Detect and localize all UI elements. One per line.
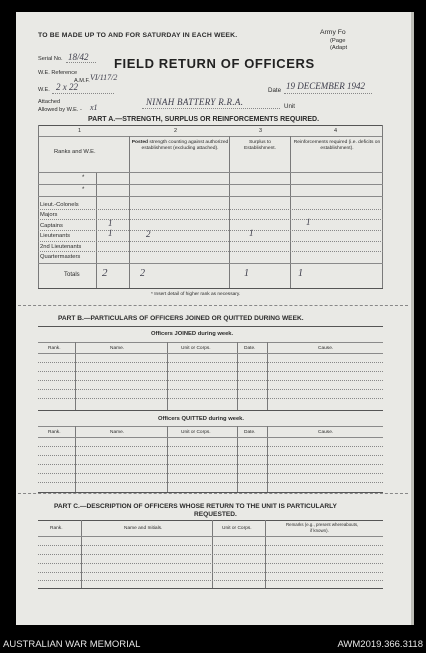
part-c-row-1 [38, 545, 383, 546]
col2-header-text: strength counting against authorized establishment (excluding attached). [141, 140, 229, 151]
amf-label: A.M.F. [74, 78, 90, 84]
row-line-1 [38, 209, 383, 210]
quitted-row-2 [38, 455, 383, 456]
joined-col-unit: Unit or Corps. [181, 346, 211, 351]
joined-col-name: Name. [110, 346, 125, 351]
unit-line [142, 108, 280, 109]
part-c-bottom-rule [38, 588, 383, 589]
part-a-title: PART A.—STRENGTH, SURPLUS OR REINFORCEMENTS REQUIRED. [88, 116, 320, 123]
date-value: 19 DECEMBER 1942 [286, 81, 365, 91]
serial-label: Serial No. [38, 56, 63, 62]
quitted-col-unit: Unit or Corps. [181, 430, 211, 435]
we-reference-label: W.E. Reference [38, 70, 78, 76]
quitted-title: Officers QUITTED during week. [158, 416, 245, 422]
quitted-col-rank: Rank. [48, 430, 61, 435]
allowed-value: x1 [90, 103, 98, 112]
form-title: FIELD RETURN OF OFFICERS [114, 56, 315, 71]
quitted-col-date: Date. [244, 430, 256, 435]
we-line [52, 93, 114, 94]
unit-label: Unit [284, 103, 296, 110]
part-b-top-rule [38, 326, 383, 327]
part-c-row-2 [38, 554, 383, 555]
part-c-col-remarks-1: Remarks (e.g., present whereabouts, [286, 522, 359, 527]
total-we-value: 2 [102, 267, 108, 279]
joined-row-4 [38, 389, 383, 390]
row-rule-1 [38, 184, 383, 185]
col2-header [131, 140, 229, 152]
part-a-bottom-rule [38, 288, 383, 289]
total-posted-value: 2 [140, 268, 145, 279]
serial-value: 18/42 [68, 52, 89, 62]
part-c-title-line2: REQUESTED. [194, 511, 237, 518]
asterisk-1: * [82, 175, 85, 181]
rank-lt-colonels: Lieut.-Colonels [40, 202, 79, 208]
part-c-title-line1: PART C.—DESCRIPTION OF OFFICERS WHOSE RETURN TO THE UNIT IS PARTICULARLY [54, 503, 337, 510]
attached-label: Attached [38, 99, 61, 105]
part-c-row-5 [38, 580, 383, 581]
we-label: W.E. [38, 87, 50, 93]
paper-edge [411, 12, 414, 625]
quitted-row-4 [38, 473, 383, 474]
joined-title: Officers JOINED during week. [151, 331, 234, 337]
quitted-row-5 [38, 482, 383, 483]
joined-row-5 [38, 398, 383, 399]
part-a-footnote: * Insert detail of higher rank as necessary. [151, 292, 241, 297]
row-rule-2 [38, 196, 383, 197]
captains-reinforcements-value: 1 [306, 217, 311, 227]
quitted-title-rule [38, 426, 383, 427]
lieutenants-posted-value: 2 [146, 229, 151, 239]
rank-captains: Captains [40, 223, 63, 229]
adapt-label: (Adapt [330, 45, 348, 51]
row-line-3 [38, 230, 383, 231]
rank-majors: Majors [40, 212, 58, 218]
quitted-row-3 [38, 464, 383, 465]
col-number-2: 2 [174, 128, 178, 134]
row-line-2 [38, 219, 383, 220]
part-c-col-unit: Unit or Corps. [222, 526, 252, 531]
totals-rule [38, 263, 383, 264]
amf-value: VI/117/2 [90, 73, 118, 82]
date-label: Date [268, 87, 282, 94]
part-b-title: PART B.—PARTICULARS OF OFFICERS JOINED OR QUITTED DURING WEEK. [58, 315, 304, 322]
captains-we-value: 1 [108, 218, 113, 228]
rank-lieutenants: Lieutenants [40, 233, 70, 239]
rank-quartermasters: Quartermasters [40, 254, 81, 260]
asterisk-2: * [82, 187, 85, 193]
col-number-rule [38, 136, 383, 137]
lieutenants-we-value: 1 [108, 228, 113, 238]
serial-line [66, 62, 96, 63]
col-number-3: 3 [259, 128, 263, 134]
joined-row-2 [38, 371, 383, 372]
fold-line-2 [18, 493, 408, 494]
totals-label: Totals [64, 272, 80, 278]
unit-value: NINAH BATTERY R.R.A. [146, 97, 244, 107]
col4-header: Reinforcements required (i.e. deficits on establishment). [293, 140, 381, 151]
lieutenants-surplus-value: 1 [249, 228, 254, 238]
col-number-1: 1 [78, 128, 82, 134]
row-line-5 [38, 251, 383, 252]
army-form-label: Army Fo [320, 29, 346, 36]
part-c-col-rank: Rank. [50, 526, 63, 531]
date-line [284, 93, 372, 94]
part-a-top-rule [38, 125, 383, 126]
total-surplus-value: 1 [244, 268, 249, 279]
col1-header: Ranks and W.E. [54, 149, 96, 155]
header-instruction: TO BE MADE UP TO AND FOR SATURDAY IN EACH WEEK. [38, 32, 238, 39]
quitted-row-1 [38, 446, 383, 447]
joined-row-3 [38, 380, 383, 381]
joined-col-date: Date. [244, 346, 256, 351]
joined-col-cause: Cause. [318, 346, 334, 351]
part-c-col-name: Name and Initials. [124, 526, 163, 531]
part-a-vline-c2 [129, 136, 130, 288]
part-c-header-rule [38, 536, 383, 537]
part-a-vline-c3 [229, 136, 230, 288]
part-c-row-4 [38, 572, 383, 573]
part-c-col-remarks-2: if known). [310, 528, 329, 533]
part-c-row-3 [38, 563, 383, 564]
form-paper [16, 12, 411, 625]
header-rule [38, 172, 383, 173]
quitted-header-rule [38, 437, 383, 438]
col-number-4: 4 [334, 128, 338, 134]
quitted-col-cause: Cause. [318, 430, 334, 435]
total-reinforcements-value: 1 [298, 268, 303, 279]
footer-credit: AUSTRALIAN WAR MEMORIAL [3, 639, 141, 650]
we-value: 2 x 22 [56, 82, 78, 92]
row-line-4 [38, 241, 383, 242]
fold-line-1 [18, 305, 408, 306]
footer-accession-number: AWM2019.366.3118 [337, 639, 423, 650]
joined-col-rank: Rank. [48, 346, 61, 351]
page-ref-label: (Page [330, 38, 346, 44]
part-a-vline-c4 [290, 136, 291, 288]
joined-row-1 [38, 362, 383, 363]
quitted-col-name: Name. [110, 430, 125, 435]
rank-2nd-lieutenants: 2nd Lieutenants [40, 244, 82, 250]
joined-header-rule [38, 353, 383, 354]
allowed-label: Allowed by W.E. - [38, 107, 82, 113]
joined-bottom-rule [38, 410, 383, 411]
joined-title-rule [38, 342, 383, 343]
col3-header: Surplus to Establishment. [243, 140, 277, 151]
col2-header-bold: Posted [131, 140, 149, 145]
